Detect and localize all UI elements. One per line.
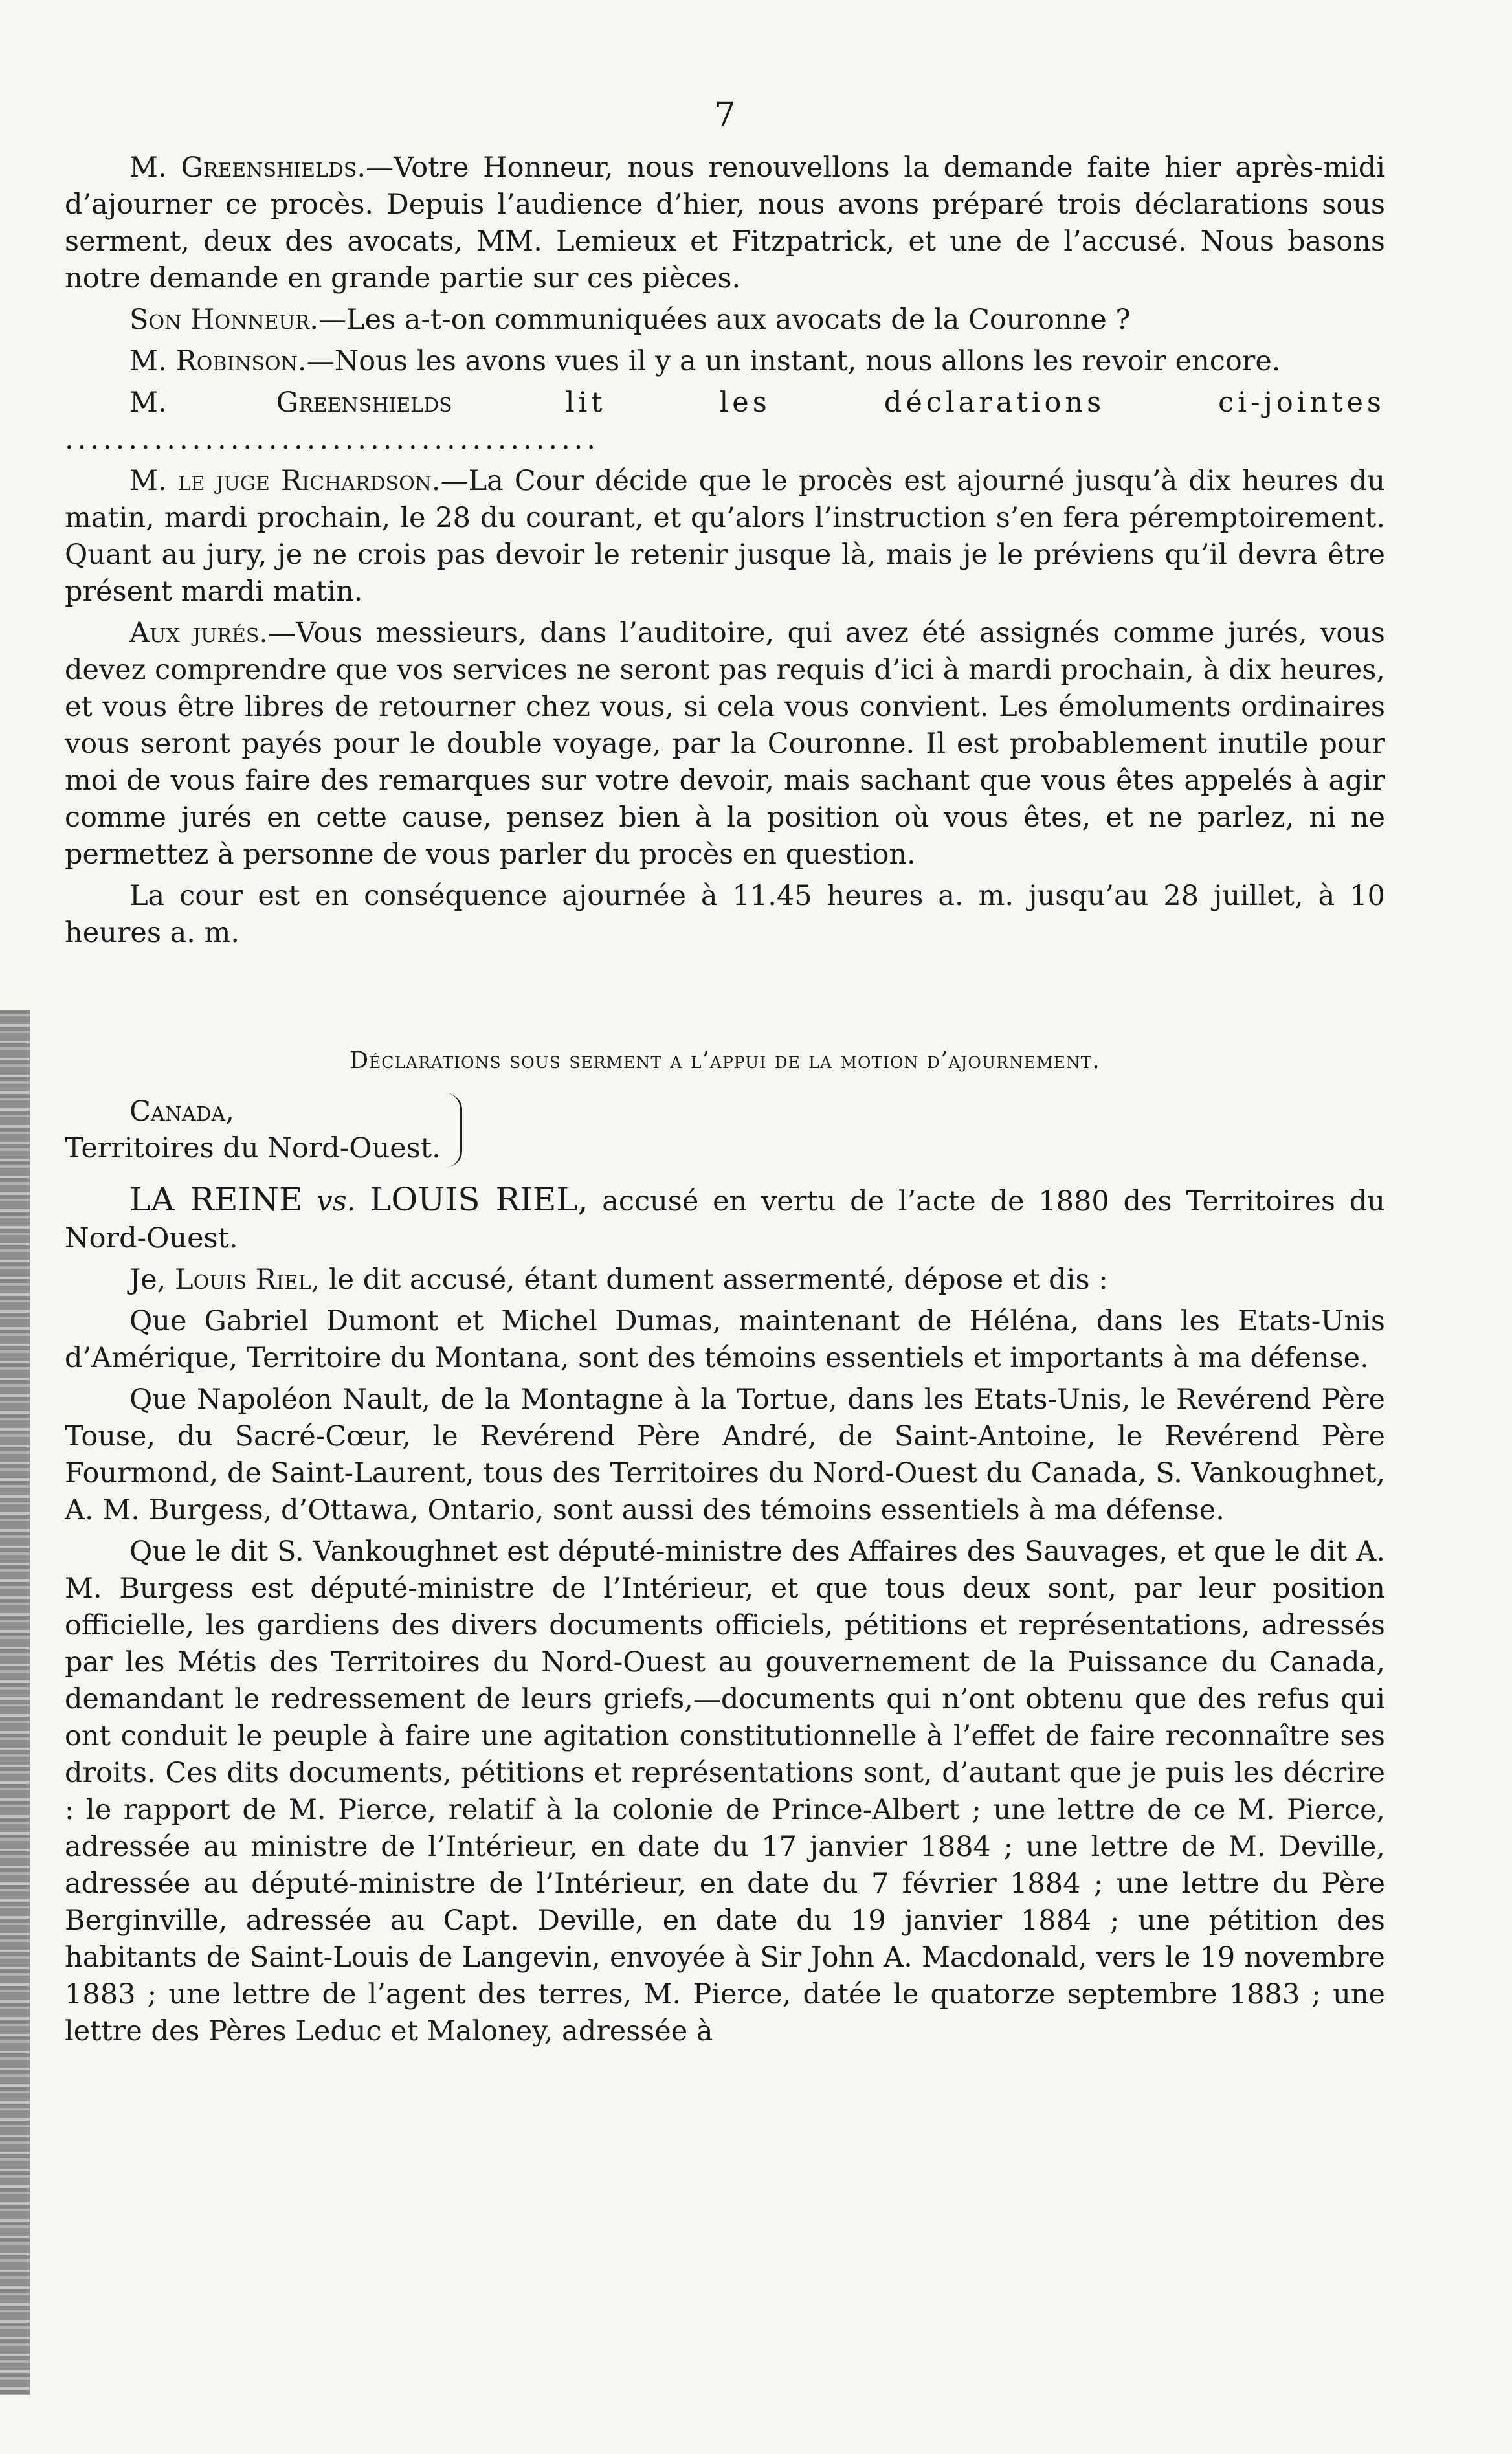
paragraph-robinson bbox=[65, 343, 1385, 380]
document-page bbox=[65, 97, 1385, 2050]
case-versus: vs. bbox=[317, 1185, 356, 1218]
paragraph-text: , le dit accusé, étant dument assermenté, dépose et dis : bbox=[311, 1264, 1108, 1296]
affidavit-paragraph: Que Gabriel Dumont et Michel Dumas, maintenant de Héléna, dans les Etats-Unis d’Amérique, Territoire du Montana, sont des témoins essentiels et importants à ma défense. bbox=[65, 1305, 1385, 1374]
paragraph-greenshields-reads bbox=[65, 385, 1385, 458]
affidavit-paragraph: Que Napoléon Nault, de la Montagne à la Tortue, dans les Etats-Unis, le Revérend Père Touse, du Sacré-Cœur, le Revérend Père André, de Saint-Antoine, le Revérend Père Fourmond, de Saint-Laurent, tous des Territoires du Nord-Ouest du Canada, S. Vankoughnet, A. M. Burgess, d’Ottawa, Ontario, sont aussi des témoins essentiels à ma défense. bbox=[65, 1383, 1385, 1526]
paragraph-text: —Nous les avons vues il y a un instant, nous allons les revoir encore. bbox=[306, 345, 1281, 377]
paragraph-text: La cour est en conséquence ajournée à 11.45 heures a. m. jusqu’au 28 juillet, à 10 heures a. m. bbox=[65, 880, 1385, 949]
brace-mark bbox=[446, 1093, 462, 1167]
venue-block bbox=[65, 1093, 1385, 1167]
speaker-name: M. Robinson. bbox=[129, 345, 307, 377]
page-number: 7 bbox=[714, 96, 736, 135]
speaker-name: M. Greenshields bbox=[129, 386, 452, 419]
paragraph-juge-richardson bbox=[65, 463, 1385, 610]
speaker-name: M. le juge Richardson. bbox=[129, 465, 441, 497]
paragraph-adjournment bbox=[65, 878, 1385, 952]
case-party-accused: LOUIS RIEL, bbox=[370, 1181, 588, 1218]
speaker-name: Son Honneur. bbox=[129, 304, 319, 336]
venue-country: Canada, bbox=[129, 1095, 234, 1128]
affidavit-opening bbox=[65, 1262, 1385, 1299]
case-description: accusé en vertu de l’acte de 1880 des Territoires du Nord-Ouest. bbox=[65, 1185, 1385, 1255]
paragraph-text: —La Cour décide que le procès est ajourné jusqu’à dix heures du matin, mardi prochain, le 28 du courant, et qu’alors l’instruction s’en fera péremptoirement. Quant au jury, je ne crois pas devoir le retenir jusque là, mais je le préviens qu’il devra être présent mardi matin. bbox=[65, 465, 1385, 608]
affidavit-paragraph: Que le dit S. Vankoughnet est député-ministre des Affaires des Sauvages, et que le dit A. M. Burgess est député-ministre de l’Intérieur, et que tous deux sont, par leur position officielle, les gardiens des divers documents officiels, pétitions et représentations, adressés par les Métis des Territoires du Nord-Ouest au gouvernement de la Puissance du Canada, demandant le redressement de leurs griefs,—documents qui n’ont obtenu que des refus qui ont conduit le peuple à faire une agitation constitutionnelle à l’effet de faire reconnaître ses droits. Ces dits documents, pétitions et représentations sont, d’autant que je puis les décrire : le rapport de M. Pierce, relatif à la colonie de Prince-Albert ; une lettre de ce M. Pierce, adressée au ministre de l’Intérieur, en date du 17 janvier 1884 ; une lettre de M. Deville, adressée au député-ministre de l’Intérieur, en date du 7 février 1884 ; une lettre du Père Berginville, adressée au Capt. Deville, en date du 19 janvier 1884 ; une pétition des habitants de Saint-Louis de Langevin, envoyée à Sir John A. Macdonald, vers le 19 novembre 1883 ; une lettre de l’agent des terres, M. Pierce, datée le quatorze septembre 1883 ; une lettre des Pères Leduc et Maloney, adressée à bbox=[65, 1535, 1385, 2047]
venue-territory: Territoires du Nord-Ouest. bbox=[65, 1132, 441, 1165]
paragraph-greenshields bbox=[65, 150, 1385, 297]
speaker-name: Aux jurés. bbox=[129, 617, 269, 649]
scan-edge-artifact bbox=[0, 1010, 30, 2395]
case-title bbox=[65, 1181, 1385, 1257]
paragraph-text: —Vous messieurs, dans l’auditoire, qui avez été assignés comme jurés, vous devez comprendre que vos services ne seront pas requis d’ici à mardi prochain, à dix heures, et vous être libres de retourner chez vous, si cela vous convient. Les émoluments ordinaires vous seront payés pour le double voyage, par la Couronne. Il est probablement inutile pour moi de vous faire des remarques sur votre devoir, mais sachant que vous êtes appelés à agir comme jurés en cette cause, pensez bien à la position où vous êtes, et ne parlez, ni ne permettez à personne de vous parler du procès en question. bbox=[65, 617, 1385, 871]
speaker-name: M. Greenshields. bbox=[129, 151, 366, 184]
deponent-name: Louis Riel bbox=[175, 1264, 311, 1296]
case-party-crown: LA REINE bbox=[129, 1181, 303, 1218]
paragraph-text: —Votre Honneur, nous renouvellons la demande faite hier après-midi d’ajourner ce procès. Depuis l’audience d’hier, nous avons préparé trois déclarations sous serment, deux des avocats, MM. Lemieux et Fitzpatrick, et une de l’accusé. Nous basons notre demande en grande partie sur ces pièces. bbox=[65, 151, 1385, 295]
paragraph-son-honneur bbox=[65, 302, 1385, 339]
paragraph-text: lit les déclarations ci-jointes .......................................... bbox=[65, 386, 1385, 456]
paragraph-text: —Les a-t-on communiquées aux avocats de la Couronne ? bbox=[318, 304, 1131, 336]
affidavit-lead: Je, bbox=[129, 1264, 175, 1296]
paragraph-aux-jures bbox=[65, 615, 1385, 873]
section-heading: Déclarations sous serment a l’appui de la motion d’ajournement. bbox=[350, 1047, 1100, 1074]
